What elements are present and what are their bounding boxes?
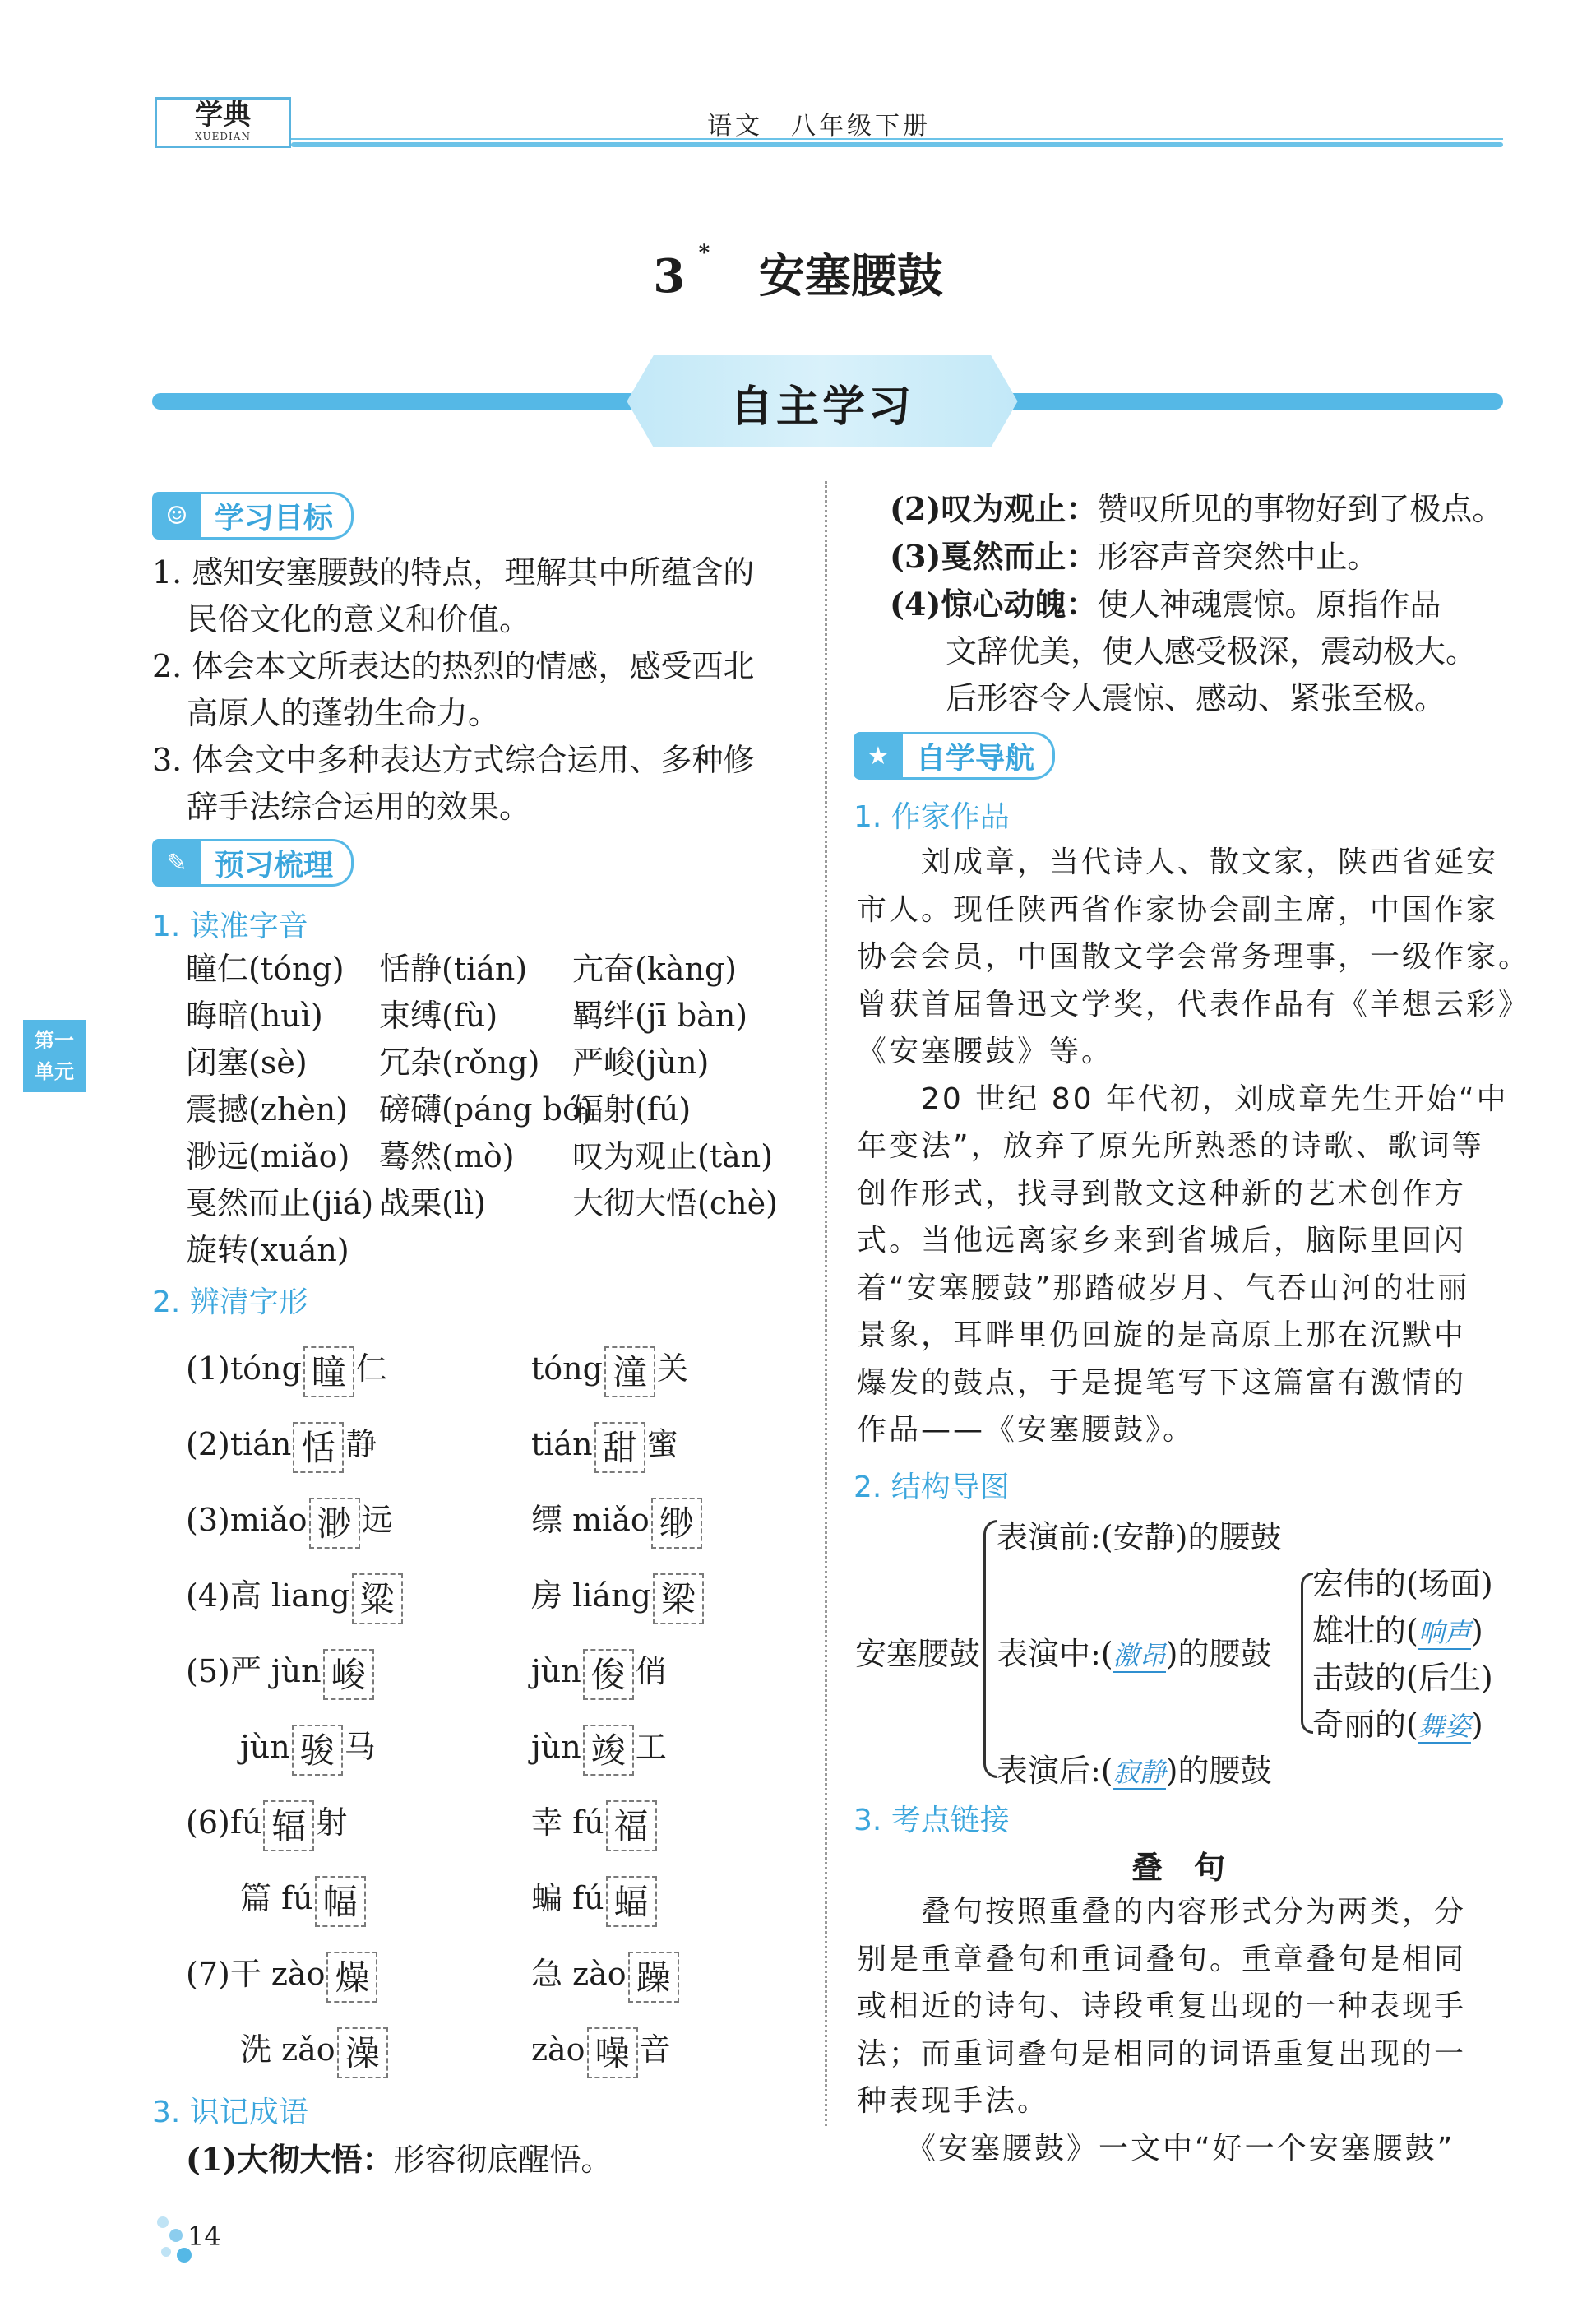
exam-text: [857, 1888, 1466, 2172]
lesson-number: 3 *: [653, 241, 710, 303]
structure-after: 表演后:(寂静)的腰鼓: [997, 1753, 1272, 1789]
structure-brace: [983, 1520, 997, 1778]
char-shape-cell: tóng 潼 关: [531, 1343, 827, 1397]
lesson-title: [0, 240, 1596, 306]
char-shape-row: [186, 1635, 827, 1711]
preview-badge: ✎ 预习梳理: [152, 839, 354, 887]
char-shape-cell: 蝙 fú 蝠: [531, 1873, 827, 1927]
char-shape-cell: 房 liáng 梁: [531, 1570, 827, 1624]
idiom-heading: 3. 识记成语: [152, 2096, 308, 2129]
boxed-character: 噪: [587, 2027, 638, 2078]
text-line: 《安塞腰鼓》等。: [857, 1035, 1114, 1068]
boxed-character: 甜: [594, 1422, 645, 1473]
text-line: 种表现手法。: [857, 2084, 1050, 2118]
structure-sub-item: 奇丽的(舞姿): [1312, 1707, 1483, 1743]
goal-item: 2. 体会本文所表达的热烈的情感，感受西北: [152, 648, 755, 684]
exam-title: 叠 句: [1131, 1849, 1225, 1886]
boxed-character: 蝠: [606, 1876, 657, 1927]
idiom-item: (1)大彻大悟：形容彻底醒悟。: [186, 2141, 613, 2178]
text-line: 式。当他远离家乡来到省城后，脑际里回闪: [857, 1224, 1467, 1258]
lesson-name: 安塞腰鼓: [758, 249, 943, 303]
boxed-character: 澡: [337, 2027, 388, 2078]
structure-root: 安塞腰鼓: [855, 1636, 981, 1672]
telescope-icon: ★: [854, 732, 903, 780]
nav-badge: ★ 自学导航: [854, 732, 1055, 780]
text-line: 叠句按照重叠的内容形式分为两类，分: [857, 1895, 1467, 1929]
structure-sub-item: 宏伟的(场面): [1312, 1566, 1493, 1602]
char-shape-cell: (6)fú 辐 射: [186, 1797, 531, 1851]
text-line: 或相近的诗句、诗段重复出现的一种表现手: [857, 1989, 1467, 2023]
idiom-item: (2)叹为观止：赞叹所见的事物好到了极点。: [890, 490, 1504, 527]
char-shape-row: [186, 1862, 827, 1938]
char-shape-cell: (2)tián 恬 静: [186, 1419, 531, 1473]
text-line: 作品——《安塞腰鼓》。: [857, 1413, 1196, 1447]
publisher-logo: 学典 XUEDIAN: [155, 97, 291, 148]
char-shape-cell: 幸 fú 福: [531, 1797, 827, 1851]
structure-during: 表演中:(激昂)的腰鼓: [997, 1636, 1272, 1672]
pronunciation-heading: 1. 读准字音: [152, 910, 308, 943]
text-line: 景象，耳畔里仍回旋的是高原上那在沉默中: [857, 1318, 1467, 1352]
goals-badge: ☺ 学习目标: [152, 492, 354, 540]
boxed-character: 福: [606, 1800, 657, 1851]
goal-item: 3. 体会文中多种表达方式综合运用、多种修: [152, 742, 755, 778]
char-shape-cell: 篇 fú 幅: [186, 1873, 531, 1927]
boxed-character: 瞳: [303, 1346, 354, 1397]
char-shape-row: [186, 2013, 827, 2089]
text-line: 创作形式，找寻到散文这种新的艺术创作方: [857, 1176, 1467, 1211]
pron-row: 震撼(zhèn) 磅礴(páng bó) 辐射(fú): [186, 1091, 692, 1128]
boxed-character: 粱: [352, 1573, 403, 1624]
char-shape-cell: 缥 miǎo 缈: [531, 1494, 827, 1549]
text-line: 曾获首届鲁迅文学奖，代表作品有《羊想云彩》: [857, 987, 1531, 1021]
boxed-character: 燥: [326, 1952, 377, 2003]
boxed-character: 竣: [583, 1725, 634, 1776]
text-line: 年变法”，放弃了原先所熟悉的诗歌、歌词等: [857, 1129, 1484, 1163]
text-line: 刘成章，当代诗人、散文家，陕西省延安: [857, 845, 1499, 879]
char-shape-cell: (5)严 jùn 峻: [186, 1646, 531, 1700]
text-line: 着“安塞腰鼓”那踏破岁月、气吞山河的壮丽: [857, 1271, 1470, 1305]
boxed-character: 峻: [323, 1649, 374, 1700]
boxed-character: 缈: [651, 1498, 702, 1549]
char-shape-table: [186, 1332, 827, 2089]
char-shape-cell: (4)高 liang 粱: [186, 1570, 531, 1624]
idiom-continued: (2)叹为观止：赞叹所见的事物好到了极点。 (3)戛然而止：形容声音突然中止。 (4)惊心动魄：使人神魂震惊。原指作品 文辞优美，使人感受极深，震动极大。 后形容令人震惊、感动、紧张至极。: [890, 485, 1503, 722]
page-number: 14: [187, 2221, 221, 2252]
char-shape-cell: jùn 俊 俏: [531, 1646, 827, 1700]
goal-item: 1. 感知安塞腰鼓的特点，理解其中所蕴含的: [152, 554, 755, 591]
structure-sub-item: 雄壮的(响声): [1312, 1613, 1483, 1649]
char-shape-cell: 洗 zǎo 澡: [186, 2024, 531, 2078]
char-shape-cell: jùn 竣 工: [531, 1721, 827, 1776]
char-shape-cell: (1)tóng 瞳 仁: [186, 1343, 531, 1397]
exam-heading: 3. 考点链接: [854, 1804, 1010, 1837]
author-text: [857, 839, 1530, 1454]
text-line: 别是重章叠句和重词叠句。重章叠句是相同: [857, 1942, 1467, 1976]
char-shape-row: [186, 1711, 827, 1786]
boxed-character: 梁: [653, 1573, 704, 1624]
pron-row: 渺远(miǎo) 蓦然(mò) 叹为观止(tàn): [186, 1138, 774, 1174]
boxed-character: 辐: [263, 1800, 314, 1851]
pronunciation-table: [186, 946, 778, 1274]
boxed-character: 幅: [315, 1876, 366, 1927]
pencil-icon: ✎: [152, 839, 201, 887]
pron-row: 闭塞(sè) 冗杂(rǒng) 严峻(jùn): [186, 1045, 710, 1081]
text-line: 协会会员，中国散文学会常务理事，一级作家。: [857, 940, 1531, 974]
char-shape-cell: 急 zào 躁: [531, 1948, 827, 2003]
structure-sub-item: 击鼓的(后生): [1312, 1660, 1493, 1696]
structure-heading: 2. 结构导图: [854, 1471, 1010, 1504]
char-shape-cell: tián 甜 蜜: [531, 1419, 827, 1473]
text-line: 爆发的鼓点，于是提笔写下这篇富有激情的: [857, 1365, 1467, 1400]
char-shape-row: [186, 1786, 827, 1862]
boxed-character: 骏: [292, 1725, 343, 1776]
boxed-character: 躁: [628, 1952, 679, 2003]
text-line: 法；而重词叠句是相同的词语重复出现的一: [857, 2036, 1467, 2071]
pron-row: 瞳仁(tóng) 恬静(tián) 亢奋(kàng): [186, 951, 738, 987]
book-subject: 语文 八年级下册: [707, 112, 931, 141]
header-rule-thick: [291, 142, 1503, 147]
pron-row: 旋转(xuán): [186, 1232, 349, 1268]
text-line: 市人。现任陕西省作家协会副主席，中国作家: [857, 892, 1499, 927]
student-icon: ☺: [152, 492, 201, 540]
char-shape-row: [186, 1484, 827, 1559]
section-banner: 自主学习: [729, 382, 914, 432]
char-shape-heading: 2. 辨清字形: [152, 1285, 308, 1319]
boxed-character: 俊: [583, 1649, 634, 1700]
char-shape-row: [186, 1559, 827, 1635]
boxed-character: 潼: [604, 1346, 655, 1397]
char-shape-cell: (3)miǎo 渺 远: [186, 1494, 531, 1549]
text-line: 《安塞腰鼓》一文中“好一个安塞腰鼓”: [857, 2131, 1455, 2165]
char-shape-row: [186, 1408, 827, 1484]
pron-row: 晦暗(huì) 束缚(fù) 羁绊(jī bàn): [186, 998, 748, 1034]
char-shape-cell: zào 噪 音: [531, 2024, 827, 2078]
char-shape-row: [186, 1332, 827, 1408]
text-line: 20 世纪 80 年代初，刘成章先生开始“中: [857, 1082, 1509, 1116]
boxed-character: 渺: [309, 1498, 360, 1549]
structure-before: 表演前:(安静)的腰鼓: [997, 1519, 1282, 1555]
author-heading: 1. 作家作品: [854, 800, 1010, 834]
unit-side-tab: 第一 单元: [23, 1020, 86, 1092]
pron-row: 戛然而止(jiá) 战栗(lì) 大彻大悟(chè): [186, 1185, 778, 1221]
goals-list: 1. 感知安塞腰鼓的特点，理解其中所蕴含的 民俗文化的意义和价值。 2. 体会本文所表达的热烈的情感，感受西北 高原人的蓬勃生命力。 3. 体会文中多种表达方式综合运用、多种修 辞手法综合运用的效果。: [152, 549, 754, 831]
structure-brace-inner: [1301, 1573, 1313, 1734]
char-shape-row: [186, 1938, 827, 2013]
boxed-character: 恬: [293, 1422, 344, 1473]
char-shape-cell: jùn 骏 马: [186, 1721, 531, 1776]
char-shape-cell: (7)干 zào 燥: [186, 1948, 531, 2003]
idiom-item: (4)惊心动魄：使人神魂震惊。原指作品: [890, 586, 1441, 623]
idiom-item: (3)戛然而止：形容声音突然中止。: [890, 538, 1379, 575]
